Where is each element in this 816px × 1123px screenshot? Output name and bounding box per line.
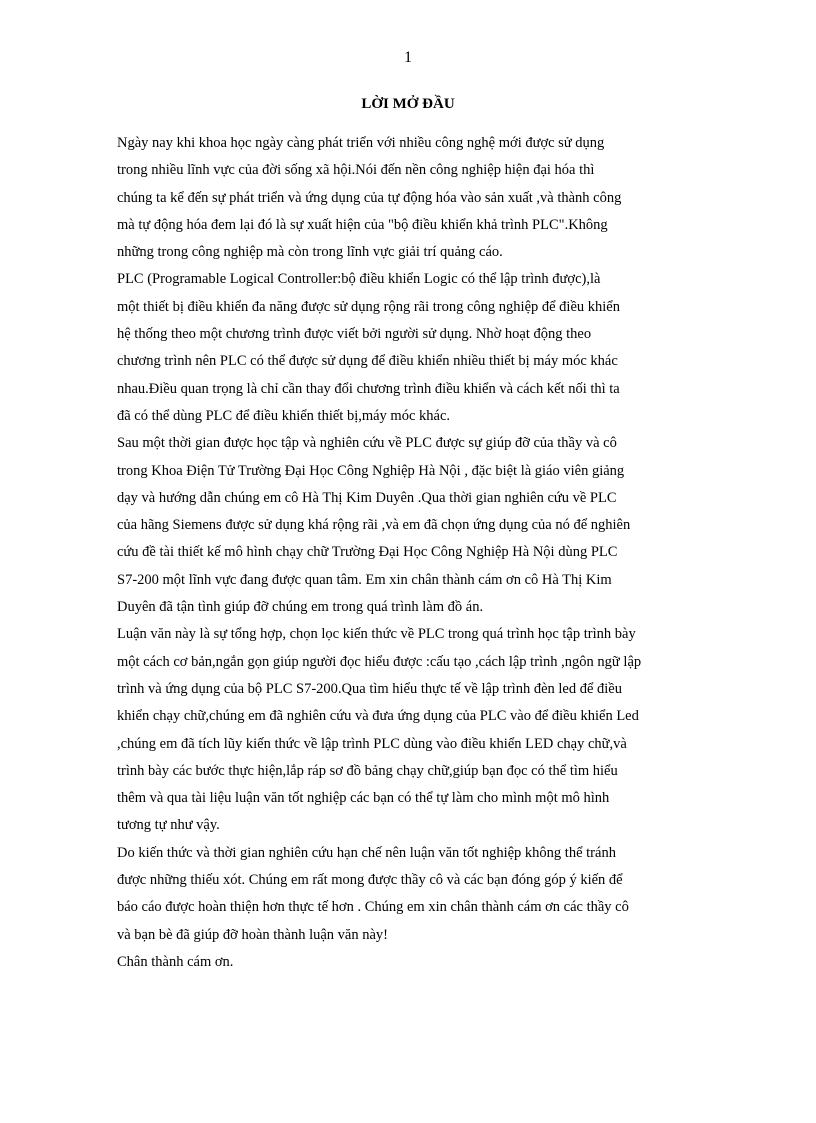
text-line-3: chúng ta kể đến sự phát triển và ứng dụng của tự động hóa vào sản xuất ,và thành công (117, 189, 622, 206)
text-line-7: một thiết bị điều khiển đa năng được sử dụng rộng rãi trong công nghiệp để điều khiển (117, 298, 620, 315)
text-line-31: Chân thành cám ơn. (117, 953, 234, 970)
text-line-29: báo cáo được hoàn thiện hơn thực tế hơn . Chúng em xin chân thành cám ơn các thầy cô (117, 899, 629, 916)
text-line-30: và bạn bè đã giúp đỡ hoàn thành luận văn này! (117, 926, 389, 943)
text-line-4: mà tự động hóa đem lại đó là sự xuất hiện của "bộ điều khiển khả trình PLC".Không (117, 216, 608, 233)
text-line-2: trong nhiều lĩnh vực của đời sống xã hội.Nói đến nền công nghiệp hiện đại hóa thì (117, 162, 595, 179)
text-line-24: trình bày các bước thực hiện,lắp ráp sơ đồ bảng chạy chữ,giúp bạn đọc có thể tìm hiểu (117, 762, 618, 779)
document-title: LỜI MỞ ĐẦU (361, 96, 455, 112)
text-line-12: Sau một thời gian được học tập và nghiên cứu về PLC được sự giúp đỡ của thầy và cô (117, 435, 617, 452)
text-line-14: dạy và hướng dẫn chúng em cô Hà Thị Kim Duyên .Qua thời gian nghiên cứu về PLC (117, 489, 617, 506)
text-line-8: hệ thống theo một chương trình được viết bởi người sử dụng. Nhờ hoạt động theo (117, 326, 592, 343)
text-line-17: S7-200 một lĩnh vực đang được quan tâm. Em xin chân thành cám ơn cô Hà Thị Kim (117, 571, 612, 588)
text-line-22: khiển chạy chữ,chúng em đã nghiên cứu và đưa ứng dụng của PLC vào để điều khiển Led (117, 708, 639, 725)
text-line-13: trong Khoa Điện Tử Trường Đại Học Công Nghiệp Hà Nội , đặc biệt là giáo viên giảng (117, 462, 625, 479)
body-text (117, 130, 707, 976)
text-line-15: của hãng Siemens được sử dụng khá rộng rãi ,và em đã chọn ứng dụng của nó để nghiên (117, 517, 631, 534)
text-line-25: thêm và qua tài liệu luận văn tốt nghiệp các bạn có thể tự làm cho mình một mô hình (117, 790, 610, 807)
text-line-6: PLC (Programable Logical Controller:bộ điều khiển Logic có thể lập trình được),là (117, 271, 601, 288)
page-number: 1 (404, 49, 412, 66)
text-line-5: những trong công nghiệp mà còn trong lĩnh vực giải trí quảng cáo. (117, 244, 503, 261)
text-line-1: Ngày nay khi khoa học ngày càng phát triển với nhiều công nghệ mới được sử dụng (117, 135, 605, 151)
text-line-11: đã có thể dùng PLC để điều khiển thiết bị,máy móc khác. (117, 407, 451, 424)
text-line-20: một cách cơ bản,ngắn gọn giúp người đọc hiểu được :cấu tạo ,cách lập trình ,ngôn ngữ lập (117, 653, 642, 670)
text-line-21: trình và ứng dụng của bộ PLC S7-200.Qua tìm hiểu thực tế về lập trình đèn led để điều (117, 680, 622, 697)
text-line-9: chương trình nên PLC có thể được sử dụng để điều khiển nhiều thiết bị máy móc khác (117, 353, 618, 370)
text-line-10: nhau.Điều quan trọng là chỉ cần thay đổi chương trình điều khiển và cách kết nối thì ta (117, 380, 620, 397)
text-line-28: được những thiếu xót. Chúng em rất mong được thầy cô và các bạn đóng góp ý kiến để (117, 872, 623, 889)
text-line-23: ,chúng em đã tích lũy kiến thức về lập trình PLC dùng vào điều khiển LED chạy chữ,và (117, 735, 627, 752)
text-line-27: Do kiến thức và thời gian nghiên cứu hạn chế nên luận văn tốt nghiệp không thể tránh (117, 844, 616, 861)
text-line-16: cứu đề tài thiết kế mô hình chạy chữ Trường Đại Học Công Nghiệp Hà Nội dùng PLC (117, 544, 618, 561)
text-line-18: Duyên đã tận tình giúp đỡ chúng em trong quá trình làm đồ án. (117, 599, 484, 616)
text-line-26: tương tự như vậy. (117, 817, 220, 834)
text-line-19: Luận văn này là sự tổng hợp, chọn lọc kiến thức về PLC trong quá trình học tập trình bày (117, 626, 636, 643)
